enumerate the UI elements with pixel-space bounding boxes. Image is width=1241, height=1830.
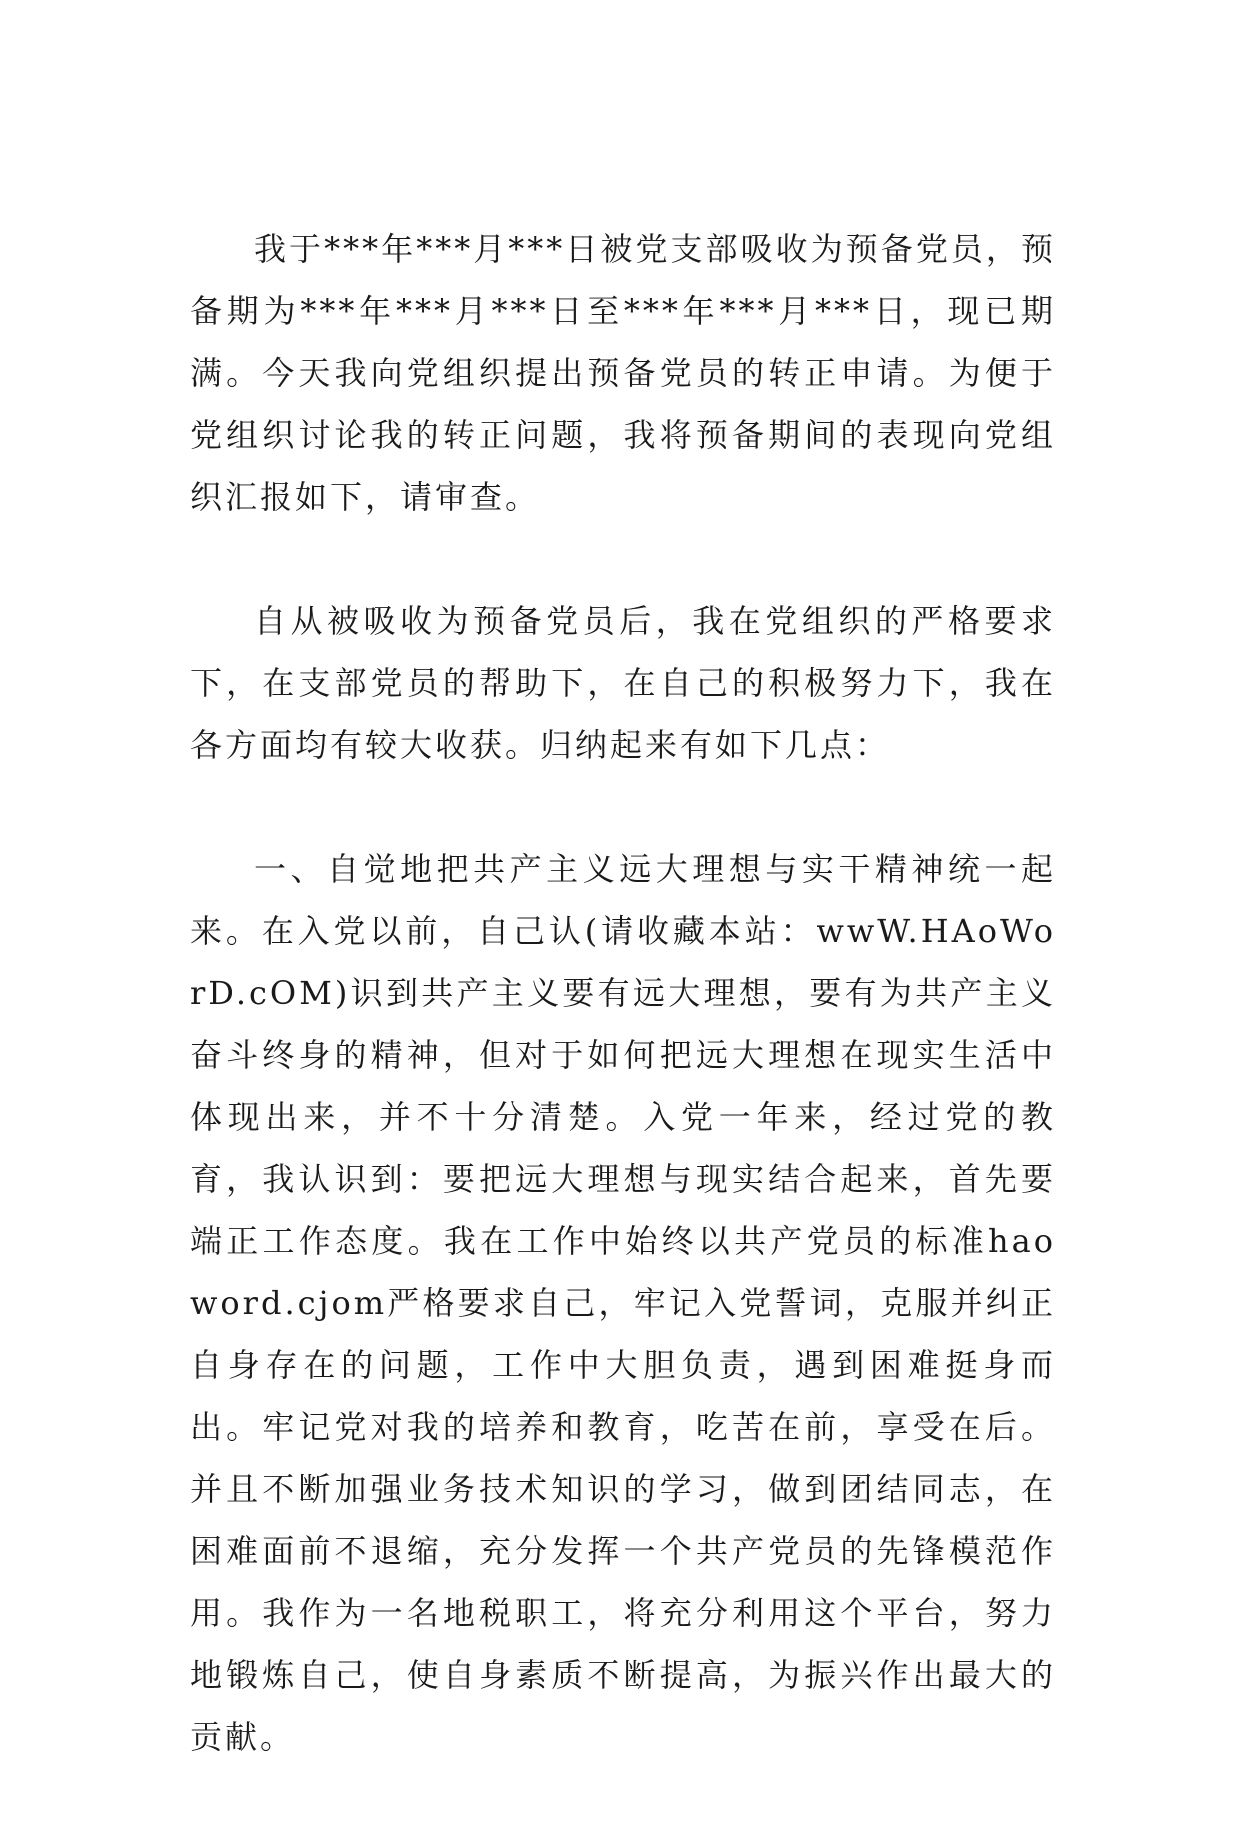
paragraph-summary: 自从被吸收为预备党员后，我在党组织的严格要求下，在支部党员的帮助下，在自己的积极努力下，我在各方面均有较大收获。归纳起来有如下几点： — [190, 602, 1056, 764]
document-body — [190, 218, 1056, 1830]
paragraph-point-one: 一、自觉地把共产主义远大理想与实干精神统一起来。在入党以前，自己认(请收藏本站：wwW.HAoWorD.cOM)识到共产主义要有远大理想，要有为共产主义奋斗终身的精神，但对于如何把远大理想在现实生活中体现出来，并不十分清楚。入党一年来，经过党的教育，我认识到：要把远大理想与现实结合起来，首先要端正工作态度。我在工作中始终以共产党员的标准haoword.cjom严格要求自己，牢记入党誓词，克服并纠正自身存在的问题，工作中大胆负责，遇到困难挺身而出。牢记党对我的培养和教育，吃苦在前，享受在后。并且不断加强业务技术知识的学习，做到团结同志，在困难面前不退缩，充分发挥一个共产党员的先锋模范作用。我作为一名地税职工，将充分利用这个平台，努力地锻炼自己，使自身素质不断提高，为振兴作出最大的贡献。 — [190, 850, 1056, 1756]
paragraph-intro: 我于***年***月***日被党支部吸收为预备党员，预备期为***年***月***日至***年***月***日，现已期满。今天我向党组织提出预备党员的转正申请。为便于党组织讨论我的转正问题，我将预备期间的表现向党组织汇报如下，请审查。 — [190, 230, 1056, 516]
